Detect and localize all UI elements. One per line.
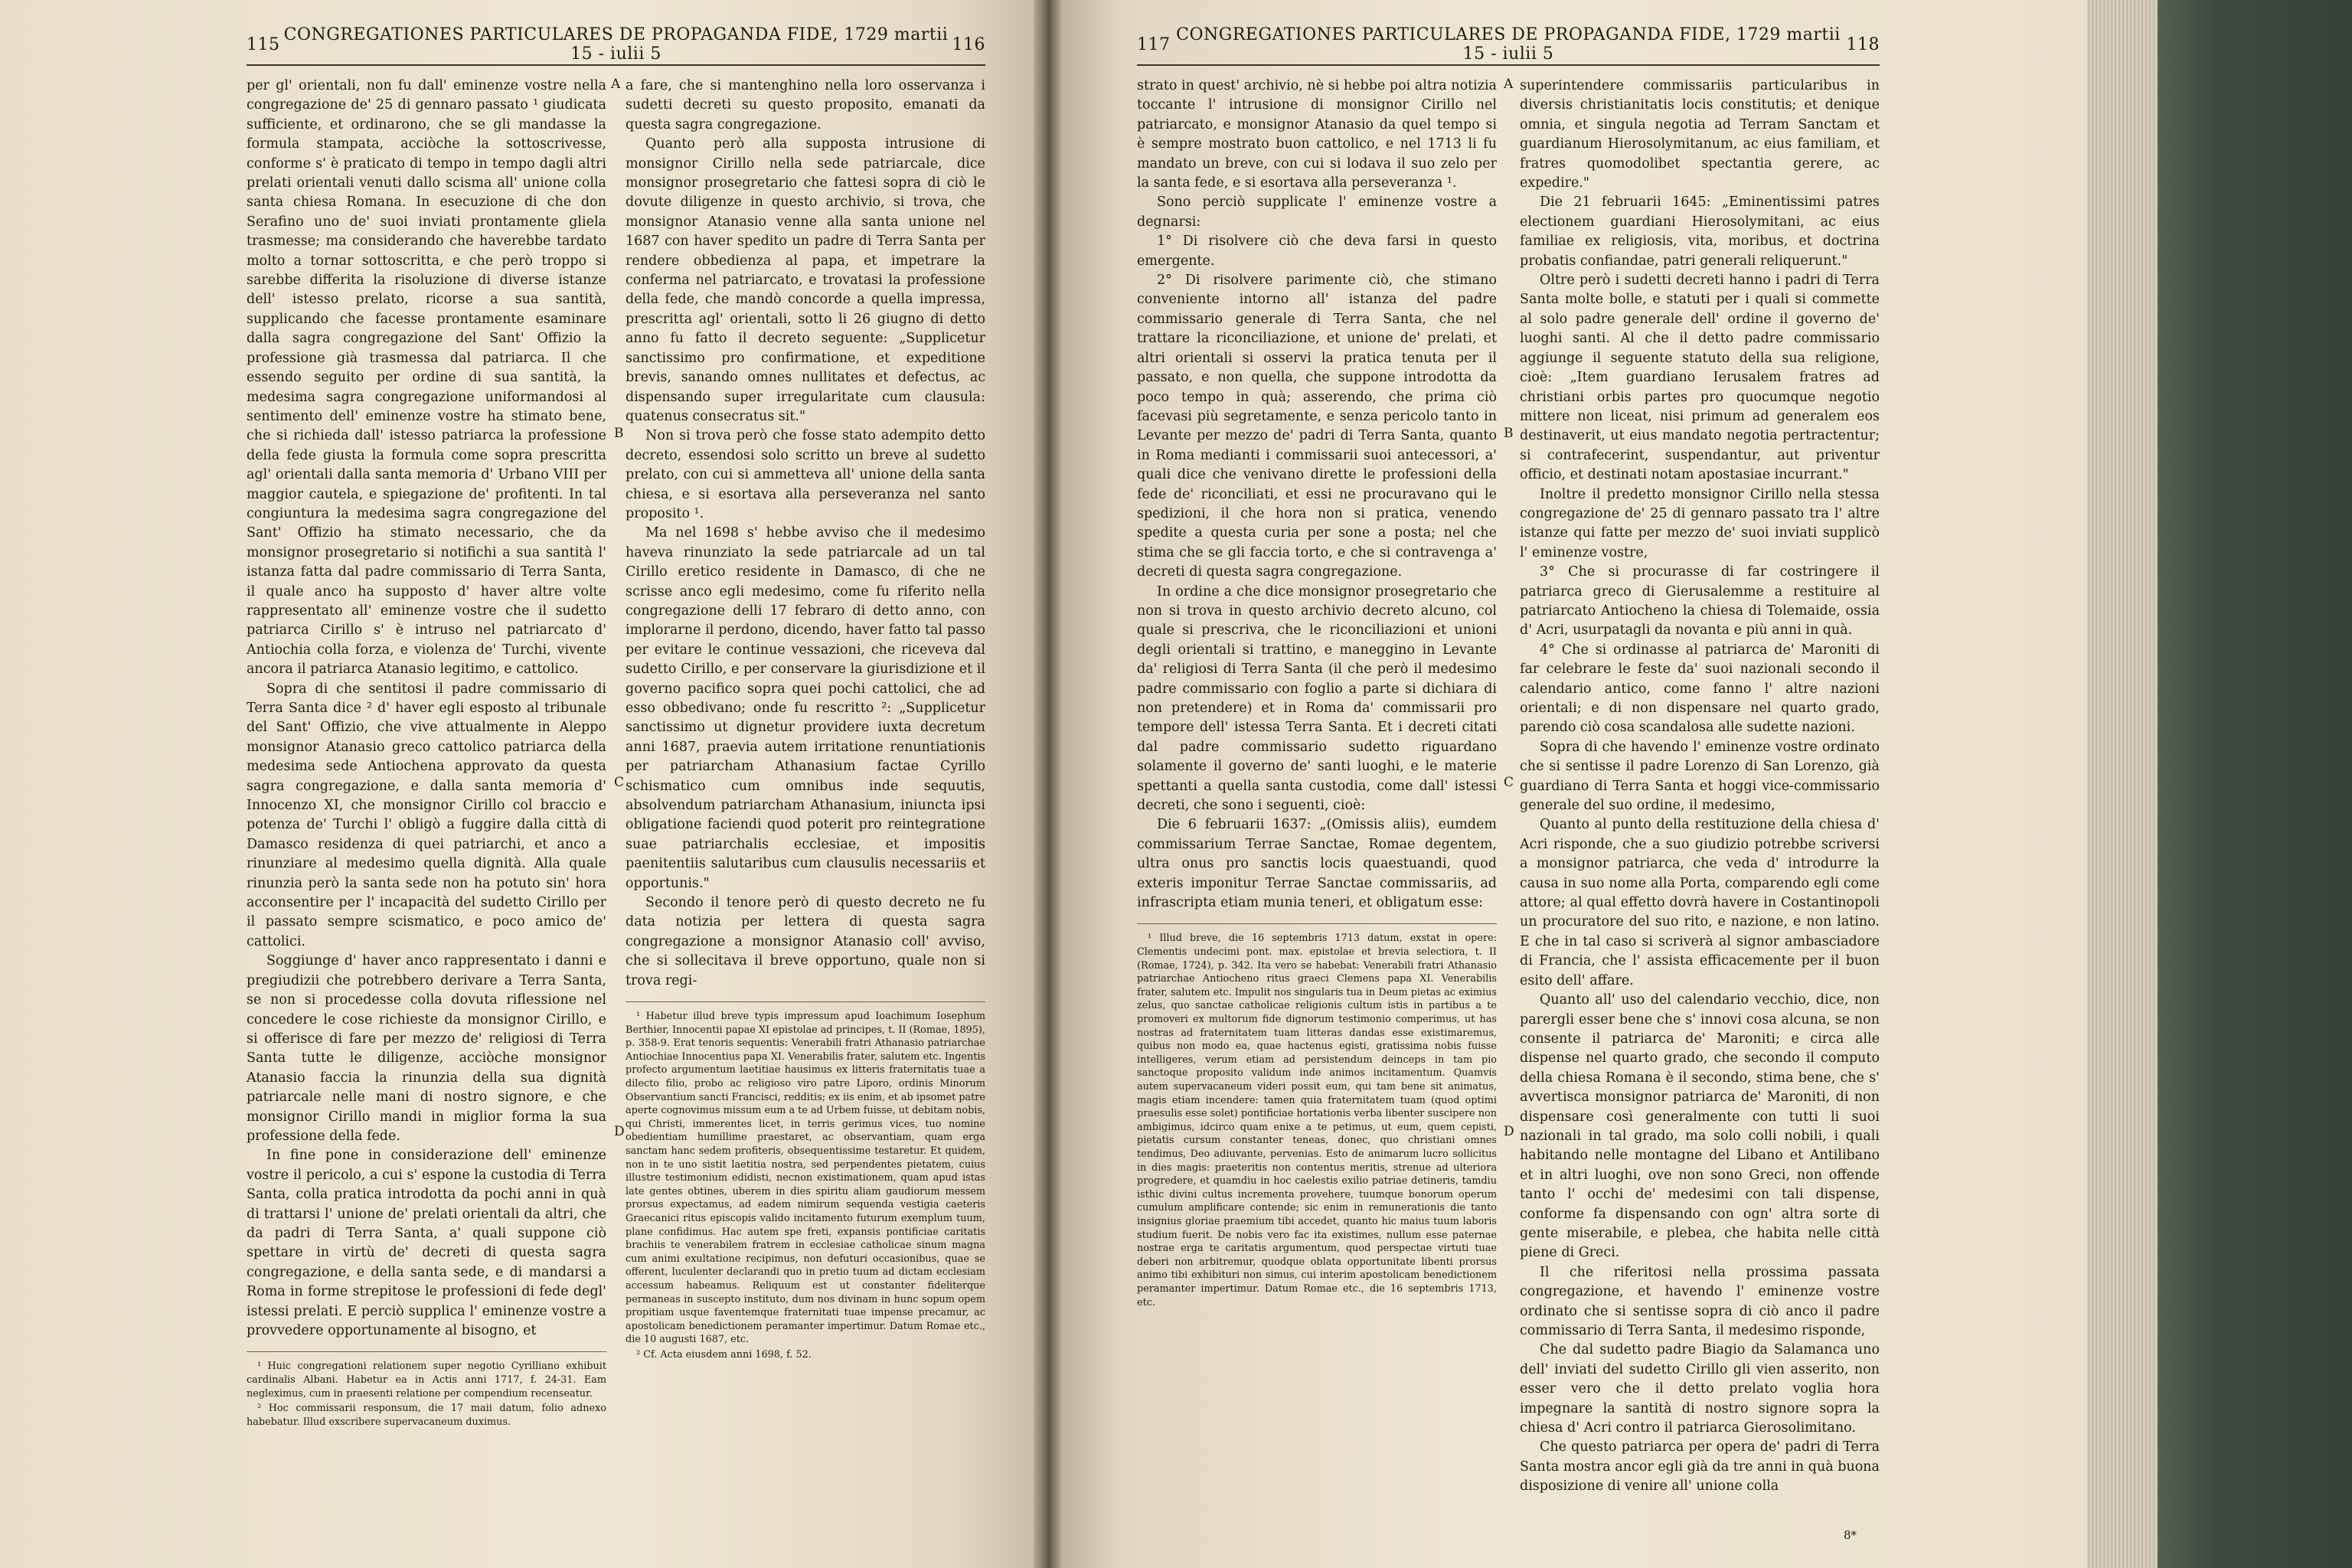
paragraph: Sopra di che sentitosi il padre commissario di Terra Santa dice ² d' haver egli esposto al tribunale del Sant' Offizio, che vive attualmente in Aleppo monsignor Atanasio greco cattolico patriarca della medesima sede Antiochena approvato da questa sagra congregazione, e dalla santa memoria d' Innocenzo XI, che monsignor Cirillo col braccio e potenza de' Turchi l' obligò a fuggire dalla città di Damasco residenza di quei patriarchi, et anco a rinunziare al medesimo quella dignità. Alla quale rinunzia però la santa sede non ha potuto sin' hora acconsentire per l' incapacità del sudetto Cirillo per il passato sempre scismatico, e poco amico de' cattolici. bbox=[247, 681, 606, 949]
paragraph: Quanto all' uso del calendario vecchio, dice, non parergli esser bene che s' innovi cosa alcuna, se non consente il patriarca de' Maroniti; e circa alle dispense nel quarto grado, che secondo il computo della chiesa Romana è il secondo, stima bene, che s' avvertisca monsignor patriarca de' Maroniti, di non dispensare così generalmente con tutti li suoi nazionali in tal grado, ma solo colli nobili, i quali habitando nelle montagne del Libano et Antilibano et in altri luoghi, ove non sono Greci, non offende tanto l' occhi de' medesimi con tali dispense, conforme fa dispensando con ogn' altra sorte di gente miserabile, e plebea, che habita nelle città piene di Greci. bbox=[1520, 992, 1880, 1261]
paragraph: per gl' orientali, non fu dall' eminenze vostre nella congregazione de' 25 di gennaro passato ¹ giudicata sufficiente, et ordinarono, che se gli mandasse la formula stampata, acciòche la sottoscrivesse, conforme s' è praticato di tempo in tempo dagli altri prelati orientali venuti dallo scisma all' unione colla santa chiesa Romana. In esecuzione di che don Serafino uno de' suoi inviati prontamente gliela trasmesse; ma considerando che haverebbe tardato molto a tornar sottoscritta, e che però troppo si sarebbe differita la risoluzione di diverse istanze dell' istesso prelato, ricorse a sua santità, supplicando che facesse prontamente esaminare dalla sagra congregazione del Sant' Offizio la professione già trasmessa dal patriarca. Il che essendo seguito per ordine di sua santità, la medesima sagra congregazione uniformandosi al sentimento dell' eminenze vostre ha stimato bene, che si richieda dall' istesso patriarca la professione della fede giusta la formula come sopra prescritta agl' orientali dalla santa memoria d' Urbano VIII per maggior cautela, e spiegazione de' profitenti. In tal congiuntura la medesima sagra congregazione del Sant' Offizio ha stimato necessario, che da monsignor prosegretario si notifichi a sua santità l' istanza fatta dal padre commissario di Terra Santa, il quale anco ha supposto d' haver altre volte rappresentato all' eminenze vostre che il sudetto patriarca Cirillo s' è intruso nel patriarcato d' Antiochia colla forza, e violenza de' Turchi, vivente ancora il patriarca Atanasio legitimo, e cattolico. bbox=[247, 78, 606, 678]
paragraph: 3° Che si procurasse di far costringere il patriarca greco di Gierusalemme a restituire al patriarcato Antiocheno la chiesa di Tolemaide, ossia d' Acri, usurpatagli da novanta e più anni in quà. bbox=[1520, 564, 1880, 639]
page-edges bbox=[2087, 0, 2158, 1568]
footnote: ¹ Illud breve, die 16 septembris 1713 datum, exstat in opere: Clementis undecimi pont. max. epistolae et brevia selectiora, t. II (Romae, 1724), p. 342. Ita vero se habebat: Venerabili fratri Athanasio patriarchae Antiocheno ritus graeci Clemens papa XI. Venerabilis frater, salutem etc. Impulit nos singularis tua in Deum pietas ac eximius zelus, quo sanctae catholicae religionis cultum istis in partibus a te promoveri ex multorum fide dignorum testimonio comperimus, ut has nostras ad fraternitatem tuam litteras dandas esse existimaremus, quibus non modo ea, quae hactenus egisti, gratissima nobis fuisse intelligeres, verum etiam ad persistendum deinceps in tam pio sanctoque proposito validum inde animos incitamentum. Quamvis autem supervacaneum videri possit eum, qui tam bene sit animatus, magis etiam incendere: tamen quia fraternitatem tuam (quod optimi praesulis esse solet) pontificiae hortationis verba libenter suscipere non ambigimus, idcirco quam enixe a te petimus, ut eum, quem cepisti, pietatis cursum constanter teneas, donec, quo christiani omnes tendimus, Deo adiuvante, pervenias. Esto de animarum lucro sollicitus in dies magis: praeteritis non contentus meritis, strenue ad ulteriora progredere, et quamdiu in hoc caelestis exilio patriae detineris, tamdiu isthic divini cultus incrementa provehere, tuumque bonorum operum cumulum amplificare contende; sic enim in remunerationis die tanto insignius gloriae praemium tibi accedet, quanto hic maius tuum laboris studium fuerit. De nobis vero fac ita existimes, nullum esse paternae nostrae erga te caritatis argumentum, quod perspectae virtuti tuae deberi non arbitremur, quodque oblata opportunitate libenti prorsus animo tibi exhibituri non simus, cui interim apostolicam benedictionem peramanter impertimur. Datum Romae etc., die 16 septembris 1713, etc. bbox=[1137, 933, 1497, 1308]
footnote: ² Hoc commissarii responsum, die 17 maii datum, folio adnexo habebatur. Illud exscribere supervacaneum duximus. bbox=[247, 1403, 606, 1428]
right-column-1 bbox=[1137, 77, 1497, 1311]
margin-letter-c: C bbox=[614, 775, 625, 790]
footnotes bbox=[1137, 923, 1497, 1309]
margin-letter-b: B bbox=[614, 426, 624, 441]
page-number-116: 116 bbox=[952, 34, 985, 54]
margin-letter-a: A bbox=[1504, 77, 1514, 92]
page-number-118: 118 bbox=[1846, 34, 1880, 54]
footnote: ¹ Huic congregationi relationem super negotio Cyrilliano exhibuit cardinalis Albani. Habetur ea in Actis anni 1717, f. 24-31. Eam negleximus, cum in praesenti relatione per compendium recenseatur. bbox=[247, 1361, 606, 1400]
margin-letter-d: D bbox=[614, 1124, 625, 1139]
paragraph: Che dal sudetto padre Biagio da Salamanca uno dell' inviati del sudetto Cirillo gli vien asserito, non esser vero che il detto prelato voglia hora impegnare la santità di nostro signore sopra la chiesa d' Acri contro il patriarca Gierosolimitano. bbox=[1520, 1342, 1880, 1436]
paragraph: Ma nel 1698 s' hebbe avviso che il medesimo haveva rinunziato la sede patriarcale ad un tal Cirillo eretico residente in Damasco, di che ne scrisse anco egli medesimo, come fu riferito nella congregazione delli 17 febraro di detto anno, con implorarne il perdono, dicendo, haver fatto tal passo per evitare le continue vessazioni, che riceveva dal sudetto Cirillo, e per conservare la giurisdizione et il governo pacifico sopra quei pochi cattolici, che ad esso obbedivano; onde fu rescritto ²: „Supplicetur sanctissimo ut dignetur providere iuxta decretum anni 1687, praevia autem irritatione renuntiationis per patriarcham Athanasium factae Cyrillo schismatico cum omnibus inde sequutis, absolvendum patriarcham Athanasium, iniuncta ipsi obligatione faciendi quod poterit pro reintegratione suae patriarchalis ecclesiae, et impositis paenitentiis salutaribus cum clausulis necessariis et opportunis." bbox=[626, 525, 985, 891]
footnote: ² Cf. Acta eiusdem anni 1698, f. 52. bbox=[636, 1348, 812, 1361]
right-page-header bbox=[1137, 25, 1880, 64]
paragraph: a fare, che si mantenghino nella loro osservanza i sudetti decreti su questo proposito, emanati da questa sagra congregazione. bbox=[626, 78, 985, 132]
paragraph: Die 6 februarii 1637: „(Omissis aliis), eumdem commissarium Terrae Sanctae, Romae degentem, ultra onus pro sanctis locis quaestuandi, quod exteris imponitur Terrae Sanctae commissariis, ad infrascripta etiam munia teneri, et obligatum esse: bbox=[1137, 817, 1497, 911]
paragraph: superintendere commissariis particularibus in diversis christianitatis locis constitutis; et denique omnia, et singula negotia ad Terram Sanctam et guardianum Hierosolymitanum, ac eius familiam, et fratres quomodolibet spectantia gerere, ac expedire." bbox=[1520, 78, 1880, 191]
paragraph: Oltre però i sudetti decreti hanno i padri di Terra Santa molte bolle, e statuti per i quali si commette al solo padre generale dell' ordine il governo de' luoghi santi. Al che il detto padre commissario aggiunge il seguente statuto della sua religione, cioè: „Item guardiano Ierusalem fratres ad christiani orbis partes pro quocumque negotio mittere non liceat, nisi primum ad generalem eos destinaverit, ut eius mandato negotia pertractentur; si contrafecerint, suspendantur, aut priventur officio, et destinati notam apostasiae incurrant." bbox=[1520, 273, 1880, 483]
footnotes bbox=[247, 1351, 606, 1429]
paragraph: 2° Di risolvere parimente ciò, che stimano conveniente intorno all' istanza del padre commissario generale di Terra Santa, che nel trattare la riconciliazione, et unione de' prelati, et altri orientali si osservi la pratica tenuta per il passato, e non quella, che suppone introdotta da poco tempo in quà; asserendo, che prima ciò facevasi più segretamente, e senza pericolo tanto in Levante per mezzo de' padri di Terra Santa, quanto in Roma medianti i commissarii suoi antecessori, a' quali dice che venivano dirette le professioni della fede de' riconciliati, et essi ne procuravano qui le spedizioni, il che hora non si pratica, venendo spedite a questa curia per sone a posta; nel che stima che se gli faccia torto, e che si contravenga a' decreti di questa sagra congregazione. bbox=[1137, 273, 1497, 580]
page-number-117: 117 bbox=[1137, 34, 1171, 54]
left-page bbox=[0, 0, 1034, 1568]
paragraph: strato in quest' archivio, nè si hebbe poi altra notizia toccante l' intrusione di monsignor Cirillo nel patriarcato, e monsignor Atanasio da quel tempo si è sempre mostrato buon cattolico, e nel 1713 li fu mandato un breve, con cui si lodava il suo zelo per la santa fede, e si esortava alla perseveranza ¹. bbox=[1137, 78, 1497, 191]
paragraph: Inoltre il predetto monsignor Cirillo nella stessa congregazione de' 25 di gennaro passato tra l' altre istanze qui fatte per mezzo de' suoi inviati supplicò l' eminenze vostre, bbox=[1520, 486, 1880, 560]
paragraph: Che questo patriarca per opera de' padri di Terra Santa mostra ancor egli già da tre anni in quà buona disposizione di venire all' unione colla bbox=[1520, 1439, 1880, 1494]
margin-letter-b: B bbox=[1504, 426, 1514, 441]
paragraph: Soggiunge d' haver anco rappresentato i danni e pregiudizii che potrebbero derivare a Terra Santa, se non si procedesse colla dovuta riflessione nel concedere le cose richieste da monsignor Cirillo, e si offerisce di fare per mezzo de' religiosi di Terra Santa tutte le diligenze, acciòche monsignor Atanasio faccia la rinunzia della sua dignità patriarcale nelle mani di nostro signore, e che monsignor Cirillo mandi in miglior forma la sua professione della fede. bbox=[247, 953, 606, 1144]
running-title: CONGREGATIONES PARTICULARES DE PROPAGANDA FIDE, 1729 martii 15 - iulii 5 bbox=[283, 25, 949, 64]
paragraph: In ordine a che dice monsignor prosegretario che non si trova in questo archivio decreto alcuno, col quale si prescriva, che le riconciliazioni et unioni degli orientali si trattino, e maneggino in Levante da' religiosi di Terra Santa (il che però il medesimo padre commissario con foglio a parte si dichiara di non pretendere) et in Roma da' commissarii pro tempore dell' istessa Terra Santa. Et i decreti citati dal padre commissario sudetto riguardano solamente il governo de' santi luoghi, e le materie spettanti a quella santa custodia, come dall' istessi decreti, che sono i seguenti, cioè: bbox=[1137, 583, 1497, 814]
page-number-115: 115 bbox=[247, 34, 280, 54]
paragraph: Non si trova però che fosse stato adempito detto decreto, essendosi solo scritto un breve al sudetto prelato, con cui si ammetteva all' unione della santa chiesa, e si esortava alla perseveranza nel santo proposito ¹. bbox=[626, 428, 985, 521]
header-rule bbox=[1137, 64, 1880, 66]
paragraph: 4° Che si ordinasse al patriarca de' Maroniti di far celebrare le feste da' suoi nazionali secondo il calendario antico, come fanno l' altre nazioni orientali; e di non dispensare nel quarto grado, parendo ciò cosa scandalosa alle sudette nazioni. bbox=[1520, 642, 1880, 736]
header-rule bbox=[247, 64, 985, 66]
paragraph: Quanto al punto della restituzione della chiesa d' Acri risponde, che a suo giudizio potrebbe scriversi a monsignor patriarca, che veda d' introdurre la causa in suo nome alla Porta, comparendo egli come attore; al qual effetto dovrà havere in Costantinopoli un procuratore del suo rito, e nazione, e non latino. E che in tal caso si scriverà al signor ambasciadore di Francia, che l' assista efficacemente per il buon esito dell' affare. bbox=[1520, 817, 1880, 988]
running-title: CONGREGATIONES PARTICULARES DE PROPAGANDA FIDE, 1729 martii 15 - iulii 5 bbox=[1176, 25, 1841, 64]
footnotes bbox=[626, 1001, 985, 1361]
left-page-header bbox=[247, 25, 985, 64]
left-column-1 bbox=[247, 77, 606, 1430]
right-page bbox=[1061, 0, 2087, 1568]
book-edge-shadow bbox=[2158, 0, 2352, 1568]
paragraph: Il che riferitosi nella prossima passata congregazione, et havendo l' eminenze vostre ordinato che si sentisse sopra di ciò anco il padre commissario di Terra Santa, il medesimo risponde, bbox=[1520, 1264, 1880, 1338]
margin-letter-d: D bbox=[1504, 1124, 1514, 1139]
signature-mark: 8* bbox=[1844, 1528, 1857, 1542]
margin-letter-a: A bbox=[611, 77, 621, 92]
paragraph: Sono perciò supplicate l' eminenze vostre a degnarsi: bbox=[1137, 194, 1497, 230]
paragraph: In fine pone in considerazione dell' eminenze vostre il pericolo, a cui s' espone la custodia di Terra Santa, colla pratica introdotta da pochi anni in quà di trattarsi l' unione de' prelati orientali da altri, che da padri di Terra Santa, a' quali suppone ciò spettare in virtù de' decreti di questa sagra congregazione, e della santa sede, e di mandarsi a Roma in forme strepitose le professioni di fede degl' istessi prelati. E perciò supplica l' eminenze vostre a provvedere opportunamente al bisogno, et bbox=[247, 1148, 606, 1338]
paragraph: Die 21 februarii 1645: „Eminentissimi patres electionem guardiani Hierosolymitani, ac eius familiae ex religiosis, vita, moribus, et doctrina probatis confiandae, patri generali reliquerunt." bbox=[1520, 194, 1880, 269]
right-column-2 bbox=[1520, 77, 1880, 1497]
paragraph: Quanto però alla supposta intrusione di monsignor Cirillo nella sede patriarcale, dice monsignor prosegretario che fattesi sopra di ciò le dovute diligenze in questo archivio, si trova, che monsignor Atanasio venne alla santa unione nel 1687 con haver spedito un padre di Terra Santa per rendere obbedienza al papa, et impetrare la conferma nel patriarcato, e trovatasi la professione della fede, che mandò concorde a quella impressa, prescritta agl' orientali, sotto li 26 giugno di detto anno fu fatto il decreto seguente: „Supplicetur sanctissimo pro confirmatione, et expeditione brevis, sanando omnes nullitates et defectus, ac dispensando super irregularitate cum clausula: quatenus consecratus sit." bbox=[626, 136, 985, 424]
footnote: ¹ Habetur illud breve typis impressum apud Ioachimum Iosephum Berthier, Innocentii papae XI epistolae ad principes, t. II (Romae, 1895), p. 358-9. Erat tenoris sequentis: Venerabili fratri Athanasio patriarchae Antiochiae Innocentius papa XI. Venerabilis frater, salutem etc. Ingentis profecto argumentum laetitiae hausimus ex litteris fraternitatis tuae a dilecto filio, probo ac religioso viro patre Liporo, ordinis Minorum Observantium sancti Francisci, redditis; ex iis enim, et ab ipsomet patre aperte cognovimus missum eum a te ad Urbem fuisse, ut debitam nobis, qui Christi, immerentes licet, in terris gerimus vices, tuo nomine obedientiam humillime praestaret, ac observantiam, quam erga sanctam hanc sedem profiteris, obsequentissime testaretur. Et quidem, non in te uno sistit laetitia nostra, sed perpendentes pietatem, cuius illustre testimonium edidisti, necnon existimationem, quam apud istas late gentes obtines, uberem in dies spiritu aliam gaudiorum messem prorsus expectamus, ad eadem nimirum sequenda vestigia caeteris Graecanici ritus episcopis valido incitamento futurum exemplum tuum, plane confidimus. Hac autem spe freti, expansis pontificiae caritatis brachiis te venerabilem fratrem in ecclesiae catholicae sinum magna cum animi exultatione recipimus, non defuturi occasionibus, quae se offerent, luculenter declarandi quo in pretio tuum ad dictam ecclesiam accessum habeamus. Reliquum est ut constanter fideliterque permaneas in suscepto instituto, dum nos divinam in hunc sopum opem propitiam usque faventemque fraternitati tuae impense precamur, ac apostolicam benedictionem peramanter impertimur. Datum Romae etc., die 10 augusti 1687, etc. bbox=[626, 1011, 985, 1346]
book-gutter bbox=[1034, 0, 1061, 1568]
paragraph: Secondo il tenore però di questo decreto ne fu data notizia per lettera di questa sagra congregazione a monsignor Atanasio coll' avviso, che si sollecitava il breve opportuno, quale non si trova regi- bbox=[626, 895, 985, 988]
paragraph: Sopra di che havendo l' eminenze vostre ordinato che si sentisse il padre Lorenzo di San Lorenzo, già guardiano di Terra Santa et hoggi vice-commissario generale del suo ordine, il medesimo, bbox=[1520, 739, 1880, 814]
left-column-2 bbox=[626, 77, 985, 1364]
margin-letter-c: C bbox=[1504, 775, 1514, 790]
paragraph: 1° Di risolvere ciò che deva farsi in questo emergente. bbox=[1137, 234, 1497, 269]
